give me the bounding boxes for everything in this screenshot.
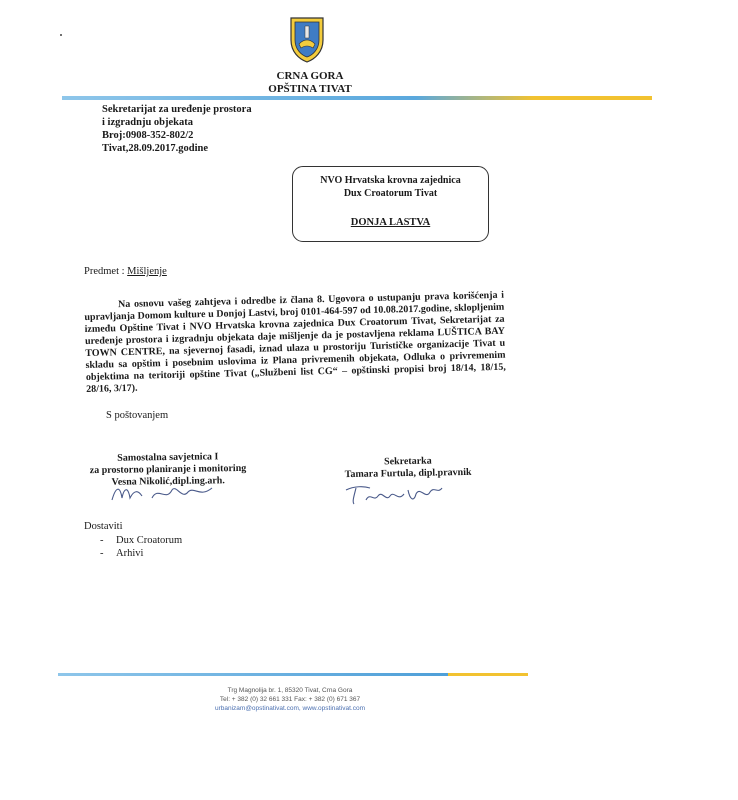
subject-label: Predmet : — [84, 266, 128, 277]
handwritten-signature-left-icon — [108, 480, 218, 506]
footer-links: urbanizam@opstinativat.com, www.opstinativat.com — [214, 705, 366, 712]
recipient-city: DONJA LASTVA — [350, 217, 431, 228]
header-rule — [62, 96, 652, 100]
subject-line — [84, 266, 167, 277]
handwritten-signature-right-icon — [344, 480, 444, 508]
footer-address: Trg Magnolija br. 1, 85320 Tivat, Crna Gora — [227, 687, 353, 694]
signature-left-role: za prostorno planiranje i monitoring — [89, 462, 247, 477]
place-date: Tivat,28.09.2017.godine — [102, 143, 208, 154]
list-item: - Dux Croatorum — [100, 534, 182, 547]
recipient-line-2: Dux Croatorum Tivat — [343, 188, 438, 199]
footer-phones: Tel: + 382 (0) 32 661 331 Fax: + 382 (0) 671 367 — [219, 696, 361, 703]
recipient-line-1: NVO Hrvatska krovna zajednica — [320, 175, 461, 186]
body-paragraph: Na osnovu vašeg zahtjeva i odredbe iz člana 8. Ugovora o ustupanju prava korišćenja i upravljanja Domom kulture u Donjoj Lastvi, broj 0101-464-597 od 10.08.2017.godine, sklopljenim između Opštine Tivat i NVO Hrvatska krovna zajednica Dux Croatorum Tivat, Sekretarijat za uređenje prostora i izgradnju objekata daje mišljenje da je postavljena reklama LUŠTICA BAY TOWN CENTRE, na sjevernoj fasadi, iznad ulaza u prostoriju Turističke organizacije Tivat u skladu sa opštim i posebnim uslovima iz Plana privremenih objekata, Odluka o privremenim objektima na teritoriji opštine Tivat („Službeni list CG“ – opštinski propisi broj 18/14, 18/15, 28/16, 3/17). — [84, 289, 506, 395]
subject-value: Mišljenje — [127, 266, 167, 277]
sender-line-1: Sekretarijat za uređenje prostora — [102, 104, 252, 115]
scan-speck — [60, 34, 62, 36]
country-name: CRNA GORA — [276, 70, 344, 82]
signature-left-title: Samostalna savjetnica I — [117, 451, 219, 464]
document-number: Broj:0908-352-802/2 — [102, 130, 194, 141]
distribution-label: Dostaviti — [84, 521, 123, 532]
list-item: - Arhivi — [100, 547, 182, 560]
closing-greeting: S poštovanjem — [106, 410, 169, 421]
sender-block — [102, 103, 252, 155]
footer-rule — [58, 673, 448, 676]
signature-right — [338, 455, 478, 481]
footer-rule-accent — [448, 673, 528, 676]
recipient-box — [292, 166, 489, 242]
municipality-name: OPŠTINA TIVAT — [268, 83, 352, 95]
distribution-list — [100, 534, 182, 560]
municipality-crest-icon — [287, 14, 327, 64]
footer — [170, 686, 410, 713]
sender-line-2: i izgradnju objekata — [102, 117, 194, 128]
signature-left-name: Vesna Nikolić,dipl.ing.arh. — [111, 475, 225, 488]
signature-right-name: Tamara Furtula, dipl.pravnik — [344, 466, 472, 481]
body-text — [84, 290, 506, 396]
header-title — [200, 70, 420, 96]
signature-right-title: Sekretarka — [383, 455, 432, 468]
